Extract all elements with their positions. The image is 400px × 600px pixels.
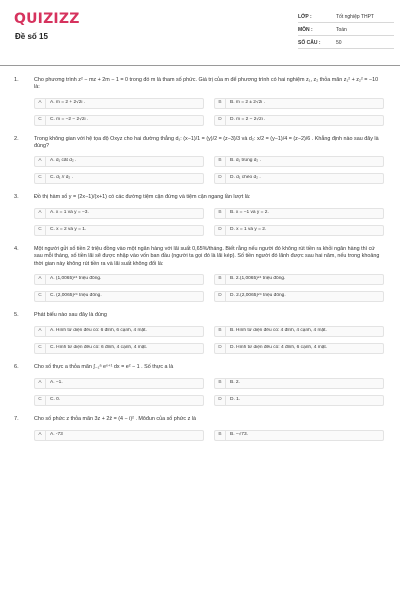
question-5 bbox=[0, 312, 400, 360]
option-d[interactable] bbox=[214, 395, 384, 406]
option-letter: C bbox=[35, 173, 46, 184]
option-b[interactable] bbox=[214, 326, 384, 337]
option-text: A. -73 bbox=[50, 432, 63, 438]
option-letter: B bbox=[215, 208, 226, 219]
option-text: A. x = 1 và y = −3. bbox=[50, 210, 89, 216]
question-text: Trong không gian với hệ tọa độ Oxyz cho hai đường thẳng d₁: (x−1)/1 = (y)/2 = (z−3)/3 và d₂: x/2 = (y−1)/4 = (z−2)/6 . Khẳng định nào sau đây là đúng? bbox=[34, 135, 379, 149]
option-text: A. (1,0065)²⁴ triệu đồng. bbox=[50, 276, 102, 282]
option-text: D. 2.(2,0065)²⁴ triệu đồng. bbox=[230, 293, 286, 299]
option-letter: B bbox=[215, 274, 226, 285]
option-letter: A bbox=[35, 326, 46, 337]
exam-meta bbox=[298, 12, 394, 51]
option-letter: C bbox=[35, 343, 46, 354]
meta-row-count bbox=[298, 38, 394, 49]
meta-value: Tốt nghiệp THPT bbox=[336, 14, 374, 21]
question-text: Một người gửi số tiền 2 triệu đồng vào một ngân hàng với lãi suất 0,65%/tháng. Biết rằng nếu người đó không rút tiền ra khỏi ngân hàng thì cứ sau mỗi tháng, số tiền lãi sẽ được nhập vào vốn ban đầu (người ta gọi đó là lãi kép). Số tiền người đó lãnh được sau hai năm, nếu trong khoảng thời gian này không rút tiền ra và lãi suất không đổi là: bbox=[34, 246, 380, 267]
option-grid bbox=[34, 98, 380, 132]
question-number: 1. bbox=[14, 77, 19, 83]
option-b[interactable] bbox=[214, 430, 384, 441]
option-c[interactable] bbox=[34, 395, 204, 406]
option-c[interactable] bbox=[34, 173, 204, 184]
option-letter: C bbox=[35, 395, 46, 406]
option-letter: A bbox=[35, 274, 46, 285]
option-a[interactable] bbox=[34, 326, 204, 337]
meta-value: Toán bbox=[336, 27, 347, 34]
option-c[interactable] bbox=[34, 291, 204, 302]
question-number: 2. bbox=[14, 135, 19, 142]
option-b[interactable] bbox=[214, 156, 384, 167]
option-letter: C bbox=[35, 115, 46, 126]
question-list bbox=[0, 77, 400, 447]
option-c[interactable] bbox=[34, 115, 204, 126]
option-text: D. d₁ chéo d₂ . bbox=[230, 175, 261, 181]
option-text: B. 2. bbox=[230, 380, 240, 386]
option-letter: C bbox=[35, 225, 46, 236]
question-1 bbox=[0, 77, 400, 132]
option-text: B. d₁ trùng d₂ . bbox=[230, 158, 261, 164]
option-text: C. d₁ // d₂ . bbox=[50, 175, 73, 181]
option-letter: A bbox=[35, 156, 46, 167]
option-text: A. −1. bbox=[50, 380, 63, 386]
option-grid bbox=[34, 326, 380, 360]
question-2 bbox=[0, 136, 400, 191]
option-text: D. x = 1 và y = 2. bbox=[230, 227, 267, 233]
option-grid bbox=[34, 208, 380, 242]
option-letter: D bbox=[215, 115, 226, 126]
option-letter: D bbox=[215, 395, 226, 406]
question-number: 6. bbox=[14, 364, 19, 371]
option-letter: A bbox=[35, 208, 46, 219]
option-grid bbox=[34, 430, 380, 447]
option-b[interactable] bbox=[214, 208, 384, 219]
option-text: D. m = 2 − 2√2i . bbox=[230, 116, 266, 122]
option-letter: C bbox=[35, 291, 46, 302]
meta-row-class bbox=[298, 12, 394, 23]
question-number: 7. bbox=[14, 416, 19, 423]
quizizz-logo: QUIZIZZ bbox=[14, 11, 80, 27]
page-header bbox=[0, 0, 400, 68]
option-a[interactable] bbox=[34, 274, 204, 285]
option-d[interactable] bbox=[214, 225, 384, 236]
option-d[interactable] bbox=[214, 343, 384, 354]
header-divider bbox=[0, 65, 400, 66]
option-text: C. Hình tứ diện đều có: 6 đỉnh, 4 cạnh, 4 mặt. bbox=[50, 345, 148, 351]
option-letter: A bbox=[35, 378, 46, 389]
option-d[interactable] bbox=[214, 173, 384, 184]
question-text: Cho phương trình z² − mz + 2m − 1 = 0 trong đó m là tham số phức. Giá trị của m để phương trình có hai nghiệm z₁, z₂ thỏa mãn z₁² + z₂² = −10 là: bbox=[34, 77, 379, 91]
option-text: C. (2,0065)²⁴ triệu đồng. bbox=[50, 293, 102, 299]
option-d[interactable] bbox=[214, 291, 384, 302]
option-b[interactable] bbox=[214, 98, 384, 109]
option-text: A. m = 2 + 2√2i . bbox=[50, 99, 86, 105]
option-letter: A bbox=[35, 430, 46, 441]
question-3 bbox=[0, 194, 400, 242]
meta-value: 50 bbox=[336, 40, 342, 47]
question-number: 5. bbox=[14, 312, 19, 319]
question-number: 3. bbox=[14, 194, 19, 201]
option-text: B. x = −1 và y = 2. bbox=[230, 210, 269, 216]
option-text: B. −√73. bbox=[230, 432, 248, 438]
option-grid bbox=[34, 156, 380, 190]
question-text: Cho số thực a thỏa mãn ∫₋₁ᵃ eˣ⁺¹ dx = e² − 1 . Số thực a là bbox=[34, 364, 174, 371]
option-letter: D bbox=[215, 173, 226, 184]
question-6 bbox=[0, 364, 400, 412]
option-letter: B bbox=[215, 430, 226, 441]
option-a[interactable] bbox=[34, 378, 204, 389]
meta-key: MÔN : bbox=[298, 27, 313, 34]
option-a[interactable] bbox=[34, 430, 204, 441]
option-text: A. Hình tứ diện đều có: 6 đỉnh, 6 cạnh, 4 mặt. bbox=[50, 328, 147, 334]
option-c[interactable] bbox=[34, 225, 204, 236]
option-grid bbox=[34, 378, 380, 412]
question-7 bbox=[0, 416, 400, 447]
option-text: C. x = 2 và y = 1. bbox=[50, 227, 87, 233]
question-number: 4. bbox=[14, 246, 19, 253]
meta-key: SỐ CÂU : bbox=[298, 40, 321, 47]
option-text: B. Hình tứ diện đều có: 4 đỉnh, 4 cạnh, 4 mặt. bbox=[230, 328, 327, 334]
option-text: B. m = 2 ± 2√2i . bbox=[230, 99, 265, 105]
option-letter: A bbox=[35, 98, 46, 109]
option-letter: D bbox=[215, 343, 226, 354]
option-grid bbox=[34, 274, 380, 308]
option-b[interactable] bbox=[214, 378, 384, 389]
meta-key: LỚP : bbox=[298, 14, 312, 21]
option-text: D. Hình tứ diện đều có: 4 đỉnh, 6 cạnh, 4 mặt. bbox=[230, 345, 328, 351]
question-4 bbox=[0, 246, 400, 308]
option-a[interactable] bbox=[34, 208, 204, 219]
option-b[interactable] bbox=[214, 274, 384, 285]
option-a[interactable] bbox=[34, 156, 204, 167]
option-text: B. 2.(1,0065)²⁴ triệu đồng. bbox=[230, 276, 286, 282]
option-text: D. 1. bbox=[230, 397, 241, 403]
option-letter: B bbox=[215, 156, 226, 167]
option-letter: D bbox=[215, 291, 226, 302]
option-text: A. d₁ cắt d₂ . bbox=[50, 158, 77, 164]
meta-row-subject bbox=[298, 25, 394, 36]
question-text: Cho số phức z thỏa mãn 3z + 2z̄ = (4 − i)² . Môđun của số phức z là bbox=[34, 416, 196, 423]
question-text: Phát biểu nào sau đây là đúng bbox=[34, 312, 107, 319]
option-a[interactable] bbox=[34, 98, 204, 109]
option-text: C. 0. bbox=[50, 397, 61, 403]
question-text: Đồ thị hàm số y = (2x−1)/(x+1) có các đường tiệm cận đứng và tiệm cận ngang lần lượt là: bbox=[34, 194, 251, 201]
option-letter: B bbox=[215, 326, 226, 337]
option-text: C. m = −2 − 2√2i . bbox=[50, 116, 89, 122]
option-c[interactable] bbox=[34, 343, 204, 354]
option-letter: B bbox=[215, 98, 226, 109]
option-letter: B bbox=[215, 378, 226, 389]
option-letter: D bbox=[215, 225, 226, 236]
exam-title: Đề số 15 bbox=[15, 32, 48, 41]
option-d[interactable] bbox=[214, 115, 384, 126]
